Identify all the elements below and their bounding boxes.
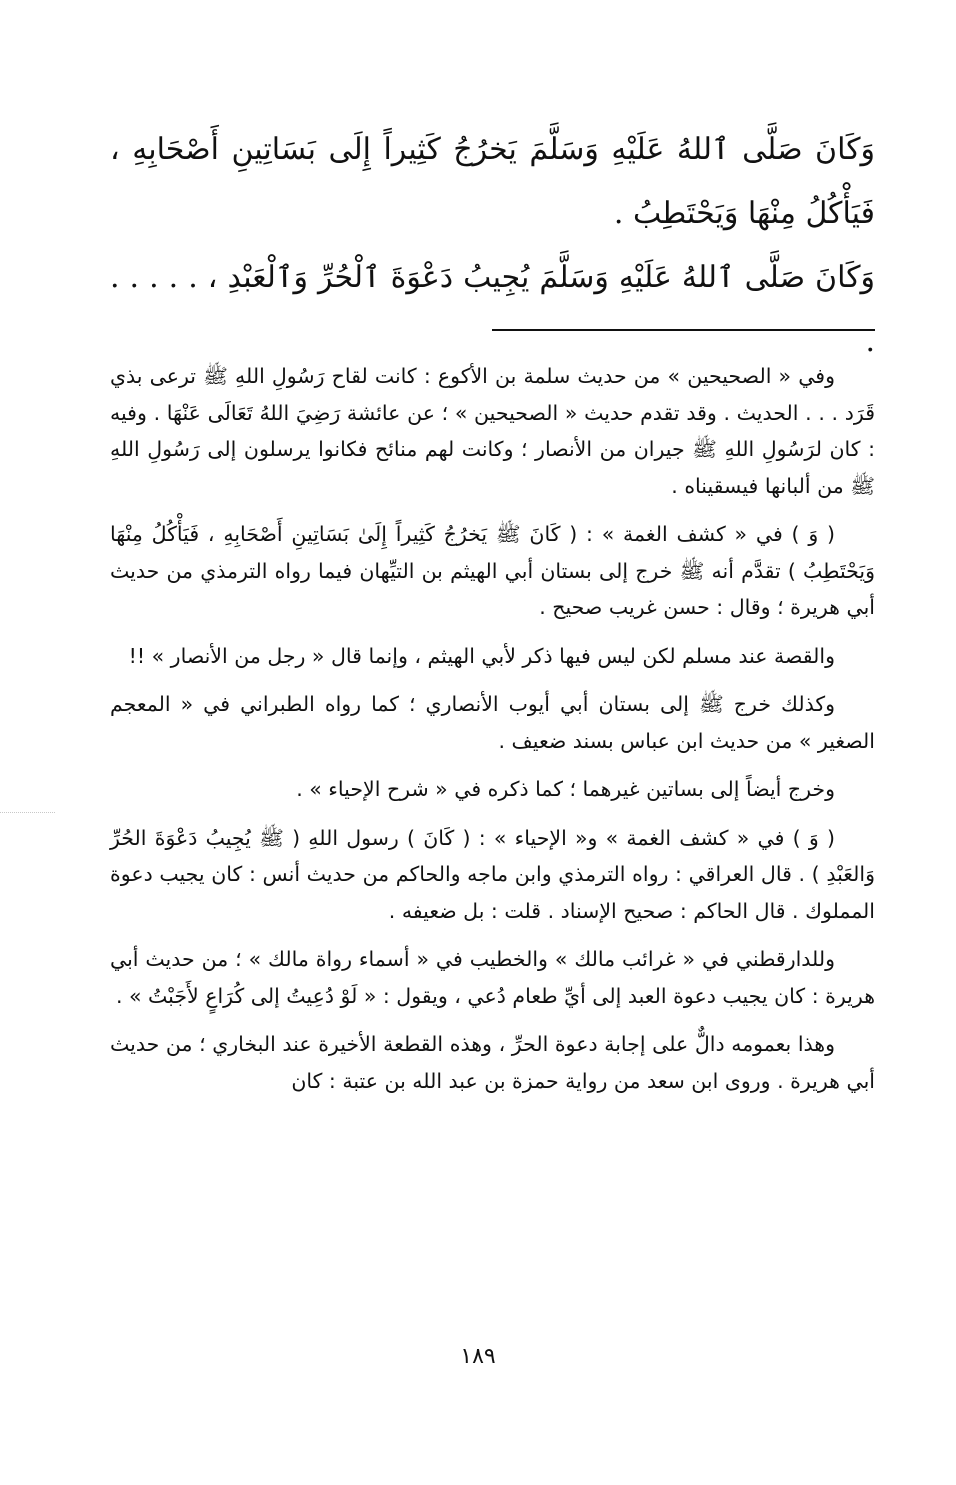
note-paragraph: والقصة عند مسلم لكن ليس فيها ذكر لأبي الهيثم ، وإنما قال « رجل من الأنصار » !! (128, 643, 835, 668)
main-paragraph-2: وَكَانَ صَلَّى ٱللهُ عَلَيْهِ وَسَلَّمَ يُجِيبُ دَعْوَةَ ٱلْحُرِّ وَٱلْعَبْدِ ، . . . . . . (110, 260, 875, 359)
note-paragraph: ( وَ ) في « كشف الغمة » و« الإحياء » : ( كَانَ ) رسول اللهِ ( ﷺ يُجِيبُ دَعْوَةَ الحُرِّ وَالعَبْدِ ) . قال العراقي : رواه الترمذي وابن ماجه والحاكم من حديث أنس : كان يجيب دعوة المملوك . قال الحاكم : صحيح الإسناد . قلت : بل ضعيفه . (110, 825, 875, 923)
note-paragraph: ( وَ ) في « كشف الغمة » : ( كَانَ ﷺ يَخرُجُ كَثِيراً إِلَىٰ بَسَاتِينِ أَصْحَابِهِ ، فَيَأْكُلُ مِنْهَا وَيَحْتَطِبُ ) تقدَّم أنه ﷺ خرج إلى بستان أبي الهيثم بن التيِّهان فيما رواه الترمذي من حديث أبي هريرة ؛ وقال : حسن غريب صحيح . (110, 522, 875, 619)
main-text (110, 118, 875, 374)
page-number: ١٨٩ (460, 1344, 496, 1369)
footnote-divider (492, 329, 875, 331)
note-paragraph: وفي « الصحيحين » من حديث سلمة بن الأكوع : كانت لقاح رَسُولِ اللهِ ﷺ ترعى بذي قَرَد . . . الحديث . وقد تقدم حديث « الصحيحين » ؛ عن عائشة رَضِيَ اللهُ تَعَالَى عَنْهَا . وفيه : كان لرَسُولِ اللهِ ﷺ جيران من الأنصار ؛ وكانت لهم منائح فكانوا يرسلون إلى رَسُولِ اللهِ ﷺ من ألبانها فيسقيناه . (110, 364, 875, 498)
commentary-notes (110, 358, 875, 1109)
main-paragraph-1: وَكَانَ صَلَّى ٱللهُ عَلَيْهِ وَسَلَّمَ يَخرُجُ كَثِيراً إِلَى بَسَاتِينِ أَصْحَابِهِ ، فَيَأْكُلُ مِنْهَا وَيَحْتَطِبُ . (110, 132, 875, 231)
note-paragraph: وللدارقطني في « غرائب مالك » والخطيب في « أسماء رواة مالك » ؛ من حديث أبي هريرة : كان يجيب دعوة العبد إلى أيِّ طعام دُعي ، ويقول : « لَوْ دُعِيتُ إلى كُرَاعٍ لأَجَبْتُ » . (110, 947, 875, 1008)
note-paragraph: وكذلك خرج ﷺ إلى بستان أبي أيوب الأنصاري ؛ كما رواه الطبراني في « المعجم الصغير » من حديث ابن عباس بسند ضعيف . (110, 692, 875, 753)
note-paragraph: وهذا بعمومه دالٌّ على إجابة دعوة الحرِّ ، وهذه القطعة الأخيرة عند البخاري ؛ من حديث أبي هريرة . وروى ابن سعد من رواية حمزة بن عبد الله بن عتبة : كان (110, 1032, 875, 1093)
note-paragraph: وخرج أيضاً إلى بساتين غيرهما ؛ كما ذكره في « شرح الإحياء » . (296, 777, 835, 801)
scan-artifact (0, 812, 55, 813)
